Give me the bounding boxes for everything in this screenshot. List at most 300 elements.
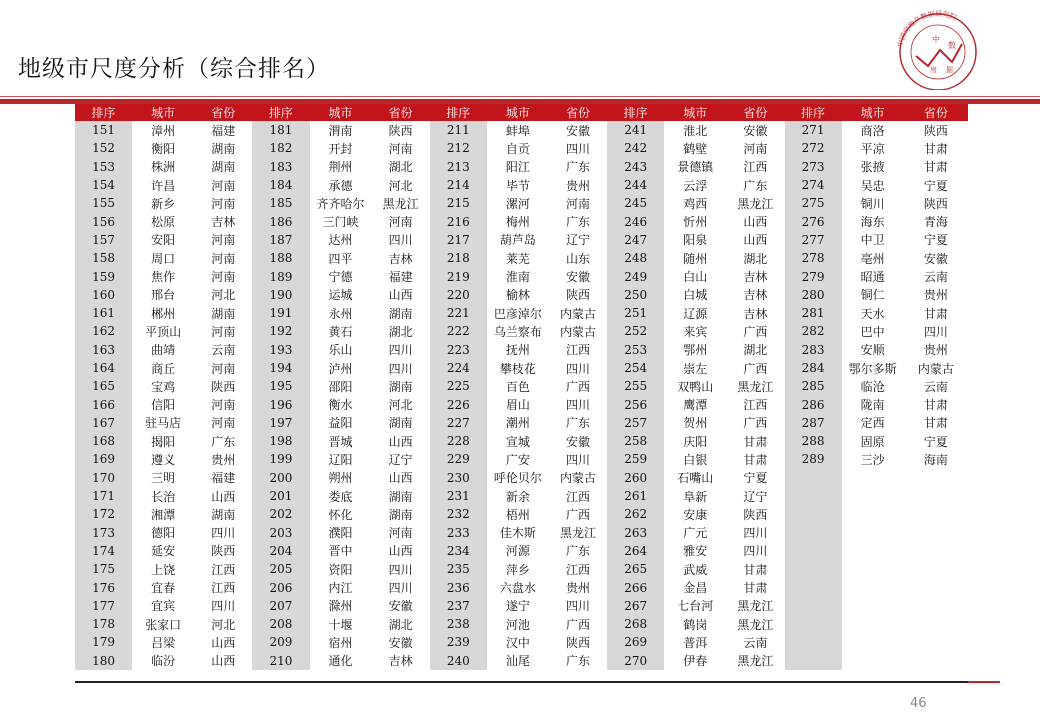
province-cell: 湖南: [211, 160, 236, 175]
province-cell: 黑龙江: [737, 196, 774, 211]
city-cell: 漳州: [151, 123, 176, 138]
city-cell: 辽阳: [328, 452, 353, 467]
province-cell: 安徽: [388, 635, 413, 650]
rank-cell: 274: [785, 176, 842, 194]
province-cell: 云南: [923, 379, 948, 394]
rank-cell: 214: [430, 176, 487, 194]
table-row: [75, 231, 968, 249]
rank-cell: 157: [75, 231, 132, 249]
city-cell: 宣城: [505, 434, 530, 449]
header-rule-thin: [0, 96, 1040, 97]
city-cell: 开封: [328, 141, 353, 156]
city-cell: 四平: [328, 251, 353, 266]
rank-cell: 247: [607, 231, 664, 249]
table-row: [75, 560, 968, 578]
page-number: 46: [910, 696, 927, 711]
city-cell: 佳木斯: [499, 526, 536, 541]
city-cell: 来宾: [683, 324, 708, 339]
province-cell: 江西: [211, 562, 236, 577]
table-row: [75, 505, 968, 523]
rank-cell: 277: [785, 231, 842, 249]
city-cell: 永州: [328, 306, 353, 321]
province-cell: 贵州: [566, 178, 591, 193]
table-row: [75, 633, 968, 651]
city-cell: 铜川: [860, 196, 885, 211]
province-cell: 黑龙江: [382, 196, 419, 211]
province-cell: 河南: [211, 324, 236, 339]
city-cell: 新余: [505, 489, 530, 504]
footer-rule: [75, 681, 968, 683]
rank-cell: 221: [430, 304, 487, 322]
table-body: [75, 121, 968, 670]
rank-cell: 258: [607, 432, 664, 450]
city-cell: 遂宁: [505, 599, 530, 614]
rank-cell: 265: [607, 560, 664, 578]
province-cell: 陕西: [566, 288, 591, 303]
rank-cell: 238: [430, 615, 487, 633]
city-cell: 郴州: [151, 306, 176, 321]
city-cell: 云浮: [683, 178, 708, 193]
city-cell: 百色: [505, 379, 530, 394]
province-cell: 陕西: [388, 123, 413, 138]
province-cell: 河南: [388, 141, 413, 156]
city-cell: 鄂尔多斯: [848, 361, 897, 376]
province-cell: 辽宁: [743, 489, 768, 504]
column-header-city: 城市: [664, 104, 726, 121]
rank-cell: 288: [785, 432, 842, 450]
province-cell: 广西: [566, 507, 591, 522]
province-cell: 山西: [743, 233, 768, 248]
province-cell: 陕西: [211, 544, 236, 559]
city-cell: [842, 615, 904, 633]
province-cell: 云南: [743, 635, 768, 650]
city-cell: 邢台: [151, 288, 176, 303]
rank-cell: 271: [785, 121, 842, 139]
rank-cell: 218: [430, 249, 487, 267]
rank-cell: [785, 505, 842, 523]
rank-cell: 175: [75, 560, 132, 578]
rank-cell: 224: [430, 359, 487, 377]
city-cell: 巴彦淖尔: [493, 306, 542, 321]
city-cell: 陇南: [860, 398, 885, 413]
city-cell: [842, 633, 904, 651]
rank-cell: 279: [785, 267, 842, 285]
city-cell: 益阳: [328, 416, 353, 431]
province-cell: 甘肃: [923, 416, 948, 431]
city-cell: 巴中: [860, 324, 885, 339]
city-cell: 吕梁: [151, 635, 176, 650]
rank-cell: 198: [252, 432, 309, 450]
rank-cell: 217: [430, 231, 487, 249]
province-cell: 湖南: [388, 306, 413, 321]
rank-cell: 216: [430, 212, 487, 230]
column-header-city: 城市: [842, 104, 904, 121]
table-row: [75, 450, 968, 468]
province-cell: 河南: [211, 233, 236, 248]
table-row: [75, 652, 968, 670]
province-cell: 陕西: [211, 379, 236, 394]
rank-cell: 251: [607, 304, 664, 322]
city-cell: 安顺: [860, 343, 885, 358]
rank-cell: [785, 633, 842, 651]
province-cell: 内蒙古: [560, 324, 597, 339]
city-cell: 许昌: [151, 178, 176, 193]
rank-cell: 200: [252, 469, 309, 487]
table-row: [75, 578, 968, 596]
province-cell: 安徽: [566, 270, 591, 285]
province-cell: 广东: [566, 215, 591, 230]
province-cell: 河南: [743, 141, 768, 156]
province-cell: 四川: [388, 233, 413, 248]
rank-cell: 153: [75, 158, 132, 176]
province-cell: 四川: [388, 562, 413, 577]
city-cell: 梅州: [505, 215, 530, 230]
rank-cell: 181: [252, 121, 309, 139]
rank-cell: 227: [430, 414, 487, 432]
city-cell: 周口: [151, 251, 176, 266]
city-cell: 遵义: [151, 452, 176, 467]
rank-cell: 155: [75, 194, 132, 212]
province-cell: 陕西: [566, 635, 591, 650]
rank-cell: 203: [252, 524, 309, 542]
column-header-province: 省份: [549, 104, 607, 121]
city-cell: 蚌埠: [505, 123, 530, 138]
rank-cell: 212: [430, 139, 487, 157]
column-header-province: 省份: [726, 104, 784, 121]
province-cell: 黑龙江: [737, 379, 774, 394]
province-cell: 甘肃: [923, 141, 948, 156]
city-cell: 三明: [151, 471, 176, 486]
city-cell: 资阳: [328, 562, 353, 577]
province-cell: 广西: [743, 324, 768, 339]
province-cell: 云南: [211, 343, 236, 358]
table-row: [75, 322, 968, 340]
city-cell: 鹤壁: [683, 141, 708, 156]
city-cell: 衡阳: [151, 141, 176, 156]
table-row: [75, 341, 968, 359]
city-cell: 揭阳: [151, 434, 176, 449]
rank-cell: 188: [252, 249, 309, 267]
column-header-rank: 排序: [75, 104, 132, 121]
rank-cell: 162: [75, 322, 132, 340]
rank-cell: 170: [75, 469, 132, 487]
rank-cell: 234: [430, 542, 487, 560]
academy-logo: [888, 10, 988, 90]
city-cell: 白银: [683, 452, 708, 467]
rank-cell: 257: [607, 414, 664, 432]
province-cell: 河南: [211, 416, 236, 431]
table-row: [75, 194, 968, 212]
province-cell: 河南: [388, 215, 413, 230]
rank-cell: 289: [785, 450, 842, 468]
city-cell: 阳泉: [683, 233, 708, 248]
province-cell: 广西: [743, 361, 768, 376]
province-cell: 江西: [743, 160, 768, 175]
city-cell: 葫芦岛: [499, 233, 536, 248]
province-cell: 四川: [566, 398, 591, 413]
rank-cell: 167: [75, 414, 132, 432]
rank-cell: 249: [607, 267, 664, 285]
province-cell: [904, 469, 968, 487]
province-cell: 吉林: [743, 288, 768, 303]
rank-cell: 254: [607, 359, 664, 377]
province-cell: 湖南: [388, 489, 413, 504]
rank-cell: 266: [607, 578, 664, 596]
city-cell: 商洛: [860, 123, 885, 138]
rank-cell: 222: [430, 322, 487, 340]
table-row: [75, 304, 968, 322]
city-cell: 普洱: [683, 635, 708, 650]
table-row: [75, 542, 968, 560]
province-cell: 吉林: [743, 270, 768, 285]
table-row: [75, 267, 968, 285]
rank-cell: 193: [252, 341, 309, 359]
province-cell: 河南: [211, 398, 236, 413]
rank-cell: 186: [252, 212, 309, 230]
city-cell: 鄂州: [683, 343, 708, 358]
rank-cell: 231: [430, 487, 487, 505]
province-cell: 山东: [566, 251, 591, 266]
city-cell: 朔州: [328, 471, 353, 486]
province-cell: 辽宁: [566, 233, 591, 248]
rank-cell: 208: [252, 615, 309, 633]
city-cell: 河池: [505, 617, 530, 632]
city-cell: 汉中: [505, 635, 530, 650]
province-cell: 广西: [566, 379, 591, 394]
logo-char-2: 数: [948, 41, 956, 50]
rank-cell: 207: [252, 597, 309, 615]
rank-cell: 250: [607, 286, 664, 304]
province-cell: 云南: [923, 270, 948, 285]
table-row: [75, 524, 968, 542]
logo-char-3: 房: [930, 66, 937, 74]
logo-char-1: 中: [932, 35, 940, 44]
province-cell: 四川: [566, 141, 591, 156]
rank-cell: 267: [607, 597, 664, 615]
city-cell: [842, 505, 904, 523]
city-cell: 七台河: [677, 599, 714, 614]
rank-cell: 264: [607, 542, 664, 560]
city-cell: 驻马店: [145, 416, 182, 431]
city-cell: [842, 542, 904, 560]
rank-cell: 211: [430, 121, 487, 139]
rank-cell: 204: [252, 542, 309, 560]
province-cell: 河南: [211, 178, 236, 193]
province-cell: 宁夏: [923, 178, 948, 193]
rank-cell: 240: [430, 652, 487, 670]
rank-cell: 199: [252, 450, 309, 468]
column-header-city: 城市: [487, 104, 549, 121]
table-row: [75, 377, 968, 395]
province-cell: 黑龙江: [737, 599, 774, 614]
province-cell: 陕西: [923, 196, 948, 211]
province-cell: 四川: [388, 361, 413, 376]
rank-cell: 253: [607, 341, 664, 359]
rank-cell: 287: [785, 414, 842, 432]
rank-cell: 243: [607, 158, 664, 176]
rank-cell: 237: [430, 597, 487, 615]
table-row: [75, 597, 968, 615]
city-cell: 攀枝花: [499, 361, 536, 376]
province-cell: 山西: [388, 434, 413, 449]
table-row: [75, 487, 968, 505]
city-cell: 贺州: [683, 416, 708, 431]
city-cell: 濮阳: [328, 526, 353, 541]
city-cell: [842, 487, 904, 505]
rank-cell: 242: [607, 139, 664, 157]
province-cell: 广东: [566, 416, 591, 431]
city-cell: [842, 597, 904, 615]
city-cell: 晋中: [328, 544, 353, 559]
province-cell: 广西: [566, 617, 591, 632]
province-cell: 贵州: [923, 288, 948, 303]
province-cell: 河南: [211, 196, 236, 211]
province-cell: 广东: [566, 160, 591, 175]
province-cell: 湖北: [743, 251, 768, 266]
page-title: 地级市尺度分析（综合排名）: [18, 56, 330, 82]
city-cell: 运城: [328, 288, 353, 303]
city-cell: 阜新: [683, 489, 708, 504]
rank-cell: 156: [75, 212, 132, 230]
city-cell: 河源: [505, 544, 530, 559]
city-cell: [842, 652, 904, 670]
province-cell: 甘肃: [743, 452, 768, 467]
rank-cell: 256: [607, 395, 664, 413]
province-cell: 安徽: [566, 434, 591, 449]
table-row: [75, 139, 968, 157]
province-cell: 广东: [566, 654, 591, 669]
province-cell: 甘肃: [743, 434, 768, 449]
province-cell: 宁夏: [923, 233, 948, 248]
city-cell: 鸡西: [683, 196, 708, 211]
city-cell: 铜仁: [860, 288, 885, 303]
rank-cell: 282: [785, 322, 842, 340]
table-row: [75, 212, 968, 230]
province-cell: 内蒙古: [560, 306, 597, 321]
rank-cell: 219: [430, 267, 487, 285]
city-cell: 武威: [683, 562, 708, 577]
province-cell: 湖南: [211, 306, 236, 321]
province-cell: 广西: [743, 416, 768, 431]
city-cell: 宜宾: [151, 599, 176, 614]
city-cell: 淮北: [683, 123, 708, 138]
rank-cell: [785, 652, 842, 670]
rank-cell: 230: [430, 469, 487, 487]
rank-cell: 284: [785, 359, 842, 377]
city-cell: 乐山: [328, 343, 353, 358]
province-cell: 河北: [211, 288, 236, 303]
city-cell: 六盘水: [499, 581, 536, 596]
rank-cell: 226: [430, 395, 487, 413]
rank-cell: 179: [75, 633, 132, 651]
province-cell: 安徽: [388, 599, 413, 614]
city-cell: [842, 578, 904, 596]
province-cell: 吉林: [211, 215, 236, 230]
city-cell: 衡水: [328, 398, 353, 413]
rank-cell: 194: [252, 359, 309, 377]
rank-cell: 220: [430, 286, 487, 304]
city-cell: 鹰潭: [683, 398, 708, 413]
city-cell: 榆林: [505, 288, 530, 303]
province-cell: 湖南: [211, 507, 236, 522]
city-cell: 抚州: [505, 343, 530, 358]
city-cell: 呼伦贝尔: [493, 471, 542, 486]
rank-cell: 228: [430, 432, 487, 450]
city-cell: 齐齐哈尔: [316, 196, 365, 211]
province-cell: 河南: [211, 361, 236, 376]
province-cell: 四川: [566, 361, 591, 376]
city-cell: [842, 560, 904, 578]
city-cell: 十堰: [328, 617, 353, 632]
province-cell: 陕西: [923, 123, 948, 138]
rank-cell: 270: [607, 652, 664, 670]
city-cell: 安阳: [151, 233, 176, 248]
province-cell: [904, 597, 968, 615]
city-cell: 雅安: [683, 544, 708, 559]
rank-cell: 236: [430, 578, 487, 596]
city-cell: 金昌: [683, 581, 708, 596]
rank-cell: 169: [75, 450, 132, 468]
rank-cell: 168: [75, 432, 132, 450]
province-cell: 贵州: [566, 581, 591, 596]
rank-cell: 210: [252, 652, 309, 670]
city-cell: 忻州: [683, 215, 708, 230]
city-cell: 中卫: [860, 233, 885, 248]
rank-cell: 163: [75, 341, 132, 359]
rank-cell: 209: [252, 633, 309, 651]
city-cell: 曲靖: [151, 343, 176, 358]
city-cell: 临汾: [151, 654, 176, 669]
column-header-rank: 排序: [430, 104, 487, 121]
logo-arc-text: 中国房地产数据研究院: [896, 10, 958, 48]
province-cell: 甘肃: [923, 398, 948, 413]
city-cell: 湘潭: [151, 507, 176, 522]
city-cell: [842, 524, 904, 542]
city-cell: 自贡: [505, 141, 530, 156]
rank-cell: 191: [252, 304, 309, 322]
rank-cell: 213: [430, 158, 487, 176]
province-cell: 江西: [743, 398, 768, 413]
rank-cell: 183: [252, 158, 309, 176]
city-cell: 鹤岗: [683, 617, 708, 632]
rank-cell: 189: [252, 267, 309, 285]
column-header-city: 城市: [310, 104, 372, 121]
table-row: [75, 432, 968, 450]
province-cell: 江西: [211, 581, 236, 596]
rank-cell: [785, 597, 842, 615]
city-cell: 松原: [151, 215, 176, 230]
province-cell: 四川: [566, 599, 591, 614]
city-cell: 崇左: [683, 361, 708, 376]
province-cell: 四川: [743, 526, 768, 541]
footer-accent: [968, 681, 1000, 683]
province-cell: 山西: [743, 215, 768, 230]
city-cell: 漯河: [505, 196, 530, 211]
city-cell: 萍乡: [505, 562, 530, 577]
province-cell: 广东: [211, 434, 236, 449]
rank-cell: [785, 487, 842, 505]
city-cell: 延安: [151, 544, 176, 559]
city-cell: 商丘: [151, 361, 176, 376]
rank-cell: 182: [252, 139, 309, 157]
city-cell: 莱芜: [505, 251, 530, 266]
province-cell: 湖北: [388, 617, 413, 632]
city-cell: [842, 469, 904, 487]
city-cell: 广安: [505, 452, 530, 467]
province-cell: 湖南: [388, 379, 413, 394]
province-cell: [904, 615, 968, 633]
city-cell: 宝鸡: [151, 379, 176, 394]
